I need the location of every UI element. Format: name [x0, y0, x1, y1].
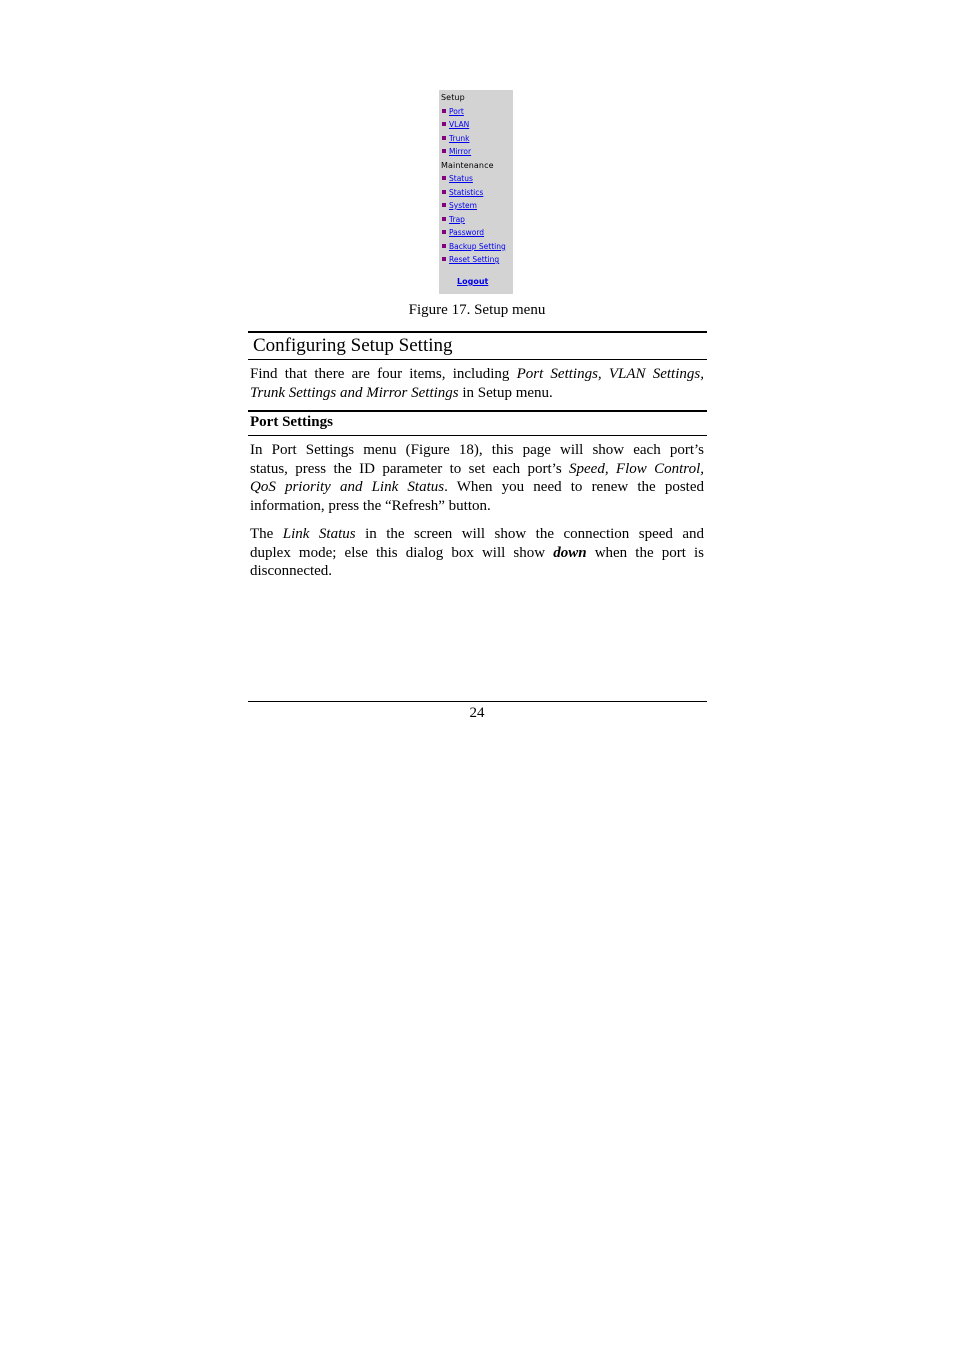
- menu-item-port[interactable]: Port: [441, 105, 513, 119]
- text-run: in the screen will show the connection speed and: [355, 526, 705, 542]
- section-top-rule: [248, 331, 707, 333]
- menu-item-status[interactable]: Status: [441, 172, 513, 186]
- menu-item-backup-setting[interactable]: Backup Setting: [441, 240, 513, 254]
- bullet-icon: [442, 109, 446, 113]
- bullet-icon: [442, 149, 446, 153]
- text-run: when the port is: [586, 544, 705, 561]
- menu-item-vlan[interactable]: VLAN: [441, 118, 513, 132]
- menu-item-reset-setting[interactable]: Reset Setting: [441, 253, 513, 267]
- port-settings-paragraph-1: [250, 441, 704, 515]
- section-bottom-rule: [248, 359, 707, 360]
- page-number: 24: [469, 705, 485, 721]
- text-run-italic: Link Status: [282, 526, 356, 542]
- menu-item-password[interactable]: Password: [441, 226, 513, 240]
- subsection-bottom-rule: [248, 435, 707, 436]
- text-run-bold-italic: down: [553, 544, 587, 561]
- bullet-icon: [442, 136, 446, 140]
- bullet-icon: [442, 230, 446, 234]
- figure-caption: Figure 17. Setup menu: [408, 302, 546, 318]
- menu-heading-setup: Setup: [441, 93, 465, 102]
- bullet-icon: [442, 203, 446, 207]
- intro-paragraph: [250, 365, 704, 402]
- subsection-top-rule: [248, 410, 707, 412]
- text-line: [250, 478, 704, 497]
- footer-rule: [248, 701, 707, 702]
- text-line: [250, 384, 704, 403]
- port-settings-paragraph-2: [250, 525, 704, 581]
- text-run: status, press the ID parameter to set each port’s: [250, 460, 570, 477]
- text-line: information, press the “Refresh” button.: [250, 497, 491, 514]
- text-line: [250, 525, 704, 544]
- menu-item-system[interactable]: System: [441, 199, 513, 213]
- bullet-icon: [442, 190, 446, 194]
- text-run-italic: Speed, Flow Control,: [569, 460, 704, 477]
- text-run-italic: QoS priority and Link Status: [250, 479, 445, 495]
- bullet-icon: [442, 244, 446, 248]
- text-line: disconnected.: [250, 563, 333, 579]
- bullet-icon: [442, 122, 446, 126]
- text-line: [250, 460, 704, 479]
- menu-heading-maintenance: Maintenance: [441, 160, 494, 170]
- bullet-icon: [442, 257, 446, 261]
- text-run: The: [250, 526, 283, 542]
- menu-item-statistics[interactable]: Statistics: [441, 186, 513, 200]
- text-run-italic: Trunk Settings and Mirror Settings: [250, 384, 459, 401]
- menu-item-trunk[interactable]: Trunk: [441, 132, 513, 146]
- text-line: [250, 544, 704, 563]
- bullet-icon: [442, 176, 446, 180]
- text-run: . When you need to renew the posted: [444, 479, 704, 495]
- text-run: in Setup menu.: [458, 384, 553, 401]
- section-title: Configuring Setup Setting: [253, 335, 453, 356]
- text-run-italic: Port Settings, VLAN Settings,: [516, 366, 704, 382]
- menu-item-trap[interactable]: Trap: [441, 213, 513, 227]
- menu-item-mirror[interactable]: Mirror: [441, 145, 513, 159]
- text-run: Find that there are four items, including: [250, 366, 517, 382]
- logout-link[interactable]: Logout: [457, 277, 489, 286]
- text-line: In Port Settings menu (Figure 18), this page will show each port’s: [250, 442, 704, 458]
- setup-menu: [439, 90, 513, 294]
- text-run: duplex mode; else this dialog box will show: [250, 544, 554, 561]
- text-line: [250, 365, 704, 384]
- subsection-title: Port Settings: [250, 414, 333, 430]
- bullet-icon: [442, 217, 446, 221]
